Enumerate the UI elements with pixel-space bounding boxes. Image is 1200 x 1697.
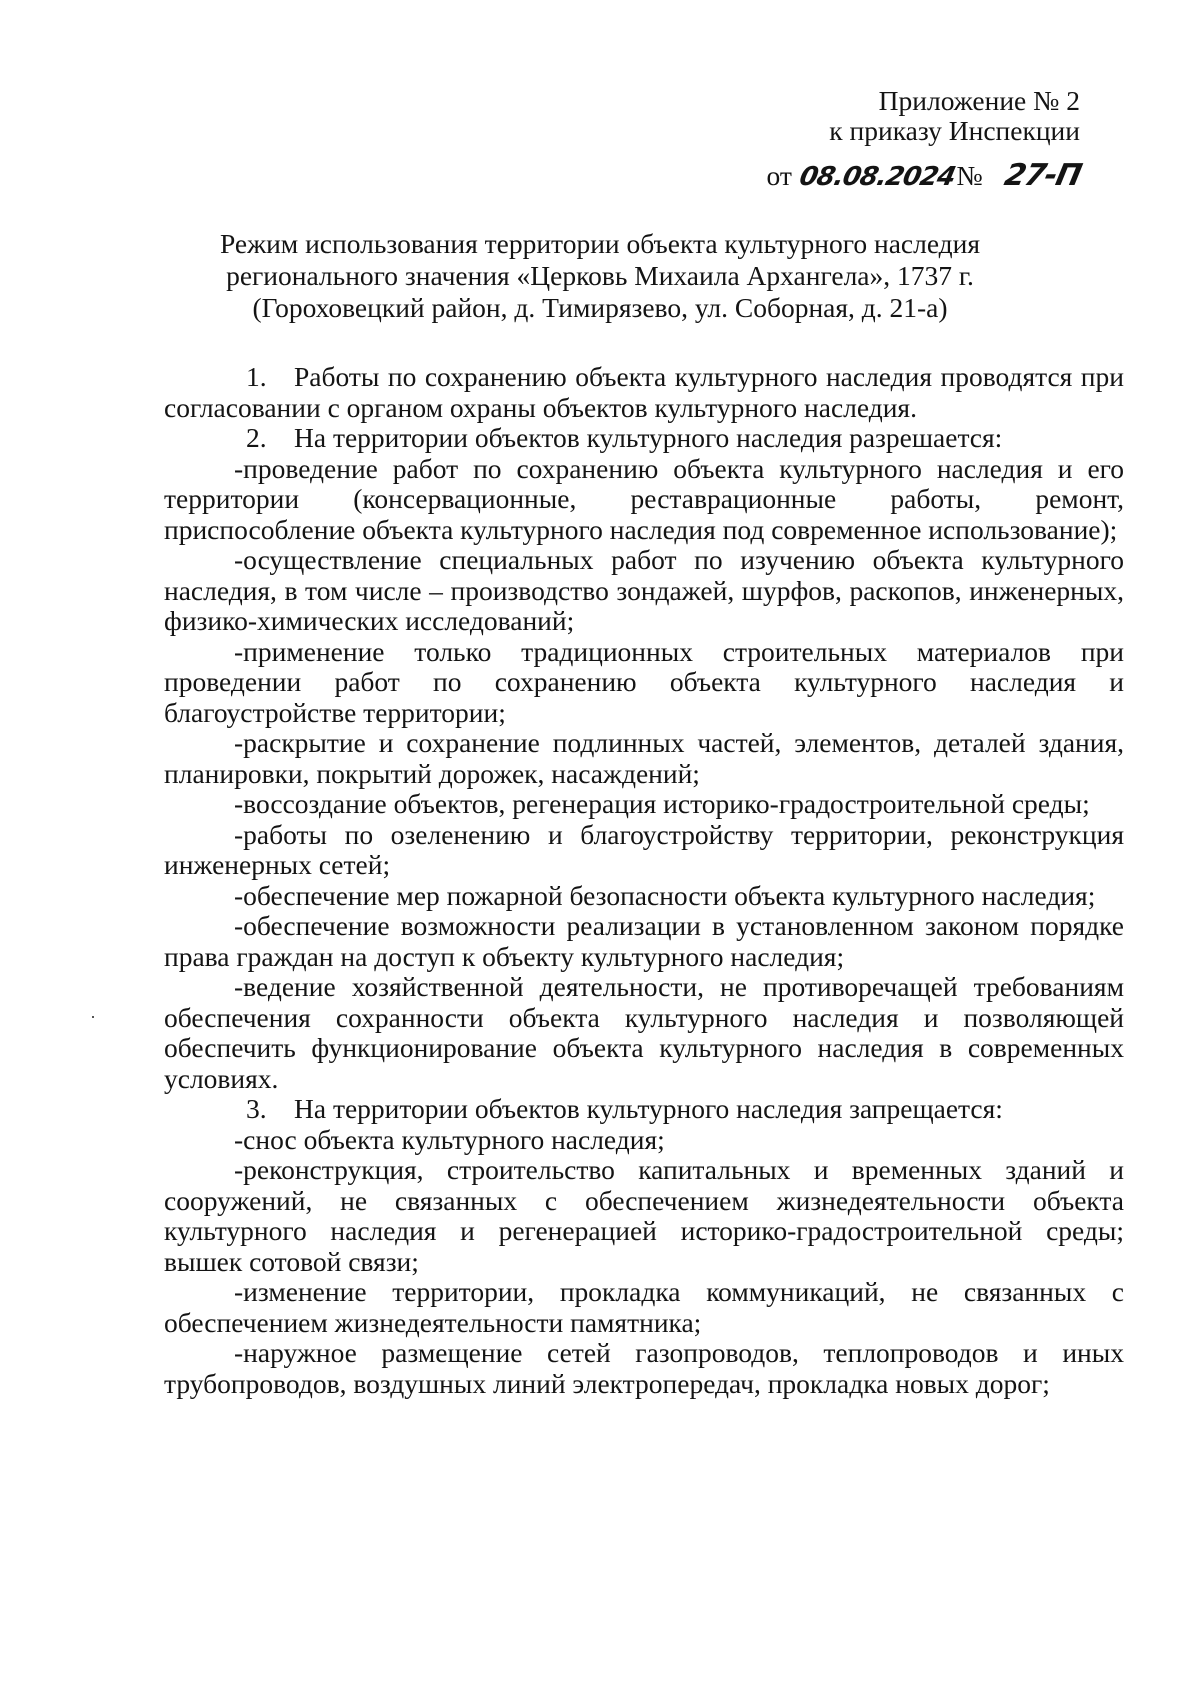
appendix-number: Приложение № 2: [878, 85, 1080, 116]
handwritten-number: 27-П: [1001, 158, 1084, 193]
number-label: №: [956, 160, 983, 191]
item-2-number: 2.: [246, 422, 267, 453]
item-2-bullet: -обеспечение мер пожарной безопасности объекта культурного наследия;: [234, 879, 1096, 911]
item-3: [164, 1094, 1124, 1125]
document-body: [164, 362, 1124, 1399]
item-1: [164, 362, 1124, 423]
item-3-bullet: -снос объекта культурного наследия;: [234, 1123, 665, 1155]
item-2-bullet: -обеспечение возможности реализации в установленном законом порядке права граждан на доступ к объекту культурного наследия;: [164, 910, 1124, 972]
item-2-bullet: -ведение хозяйственной деятельности, не противоречащей требованиям обеспечения сохранности объекта культурного наследия и позволяющей обеспечить функционирование объекта культурного наследия в современных условиях.: [164, 971, 1124, 1094]
document-title: [120, 228, 1080, 324]
item-2-bullet: -раскрытие и сохранение подлинных частей, элементов, деталей здания, планировки, покрытий дорожек, насаждений;: [164, 727, 1124, 789]
handwritten-date: 08.08.2024: [796, 162, 958, 192]
order-date-number-line: [766, 158, 1084, 194]
item-2-bullet: -воссоздание объектов, регенерация историко-градостроительной среды;: [234, 788, 1090, 819]
item-3-text: На территории объектов культурного наследия запрещается:: [294, 1093, 1003, 1124]
item-2-bullet: -работы по озеленению и благоустройству территории, реконструкция инженерных сетей;: [164, 818, 1124, 880]
item-2-bullet: -проведение работ по сохранению объекта культурного наследия и его территории (консервационные, реставрационные работы, ремонт, приспособление объекта культурного наследия под современное использование);: [164, 452, 1124, 545]
item-3-bullet: -наружное размещение сетей газопроводов, теплопроводов и иных трубопроводов, воздушных линий электропередач, прокладка новых дорог;: [164, 1337, 1124, 1399]
item-2: [164, 423, 1124, 454]
title-line-2: регионального значения «Церковь Михаила Архангела», 1737 г.: [226, 260, 974, 291]
item-2-bullet: -применение только традиционных строительных материалов при проведении работ по сохранению объекта культурного наследия и благоустройстве территории;: [164, 635, 1124, 728]
scan-speck: [92, 1016, 94, 1018]
item-1-text: Работы по сохранению объекта культурного наследия проводятся при согласовании с органом охраны объектов культурного наследия.: [164, 361, 1124, 423]
item-3-number: 3.: [246, 1093, 267, 1124]
item-3-bullet: -изменение территории, прокладка коммуникаций, не связанных с обеспечением жизнедеятельности памятника;: [164, 1276, 1124, 1338]
item-3-bullet: -реконструкция, строительство капитальных и временных зданий и сооружений, не связанных с обеспечением жизнедеятельности объекта культурного наследия и регенерацией историко-градостроительной среды; вышек сотовой связи;: [164, 1154, 1124, 1277]
item-2-bullet: -осуществление специальных работ по изучению объекта культурного наследия, в том числе – производство зондажей, шурфов, раскопов, инженерных, физико-химических исследований;: [164, 544, 1124, 636]
from-label: от: [766, 160, 792, 191]
title-line-3: (Гороховецкий район, д. Тимирязево, ул. Соборная, д. 21-а): [252, 292, 948, 323]
item-2-text: На территории объектов культурного наследия разрешается:: [294, 422, 1003, 453]
appendix-header: [766, 85, 1084, 194]
item-1-number: 1.: [246, 361, 267, 392]
order-reference: к приказу Инспекции: [829, 115, 1080, 146]
title-line-1: Режим использования территории объекта культурного наследия: [219, 228, 981, 259]
